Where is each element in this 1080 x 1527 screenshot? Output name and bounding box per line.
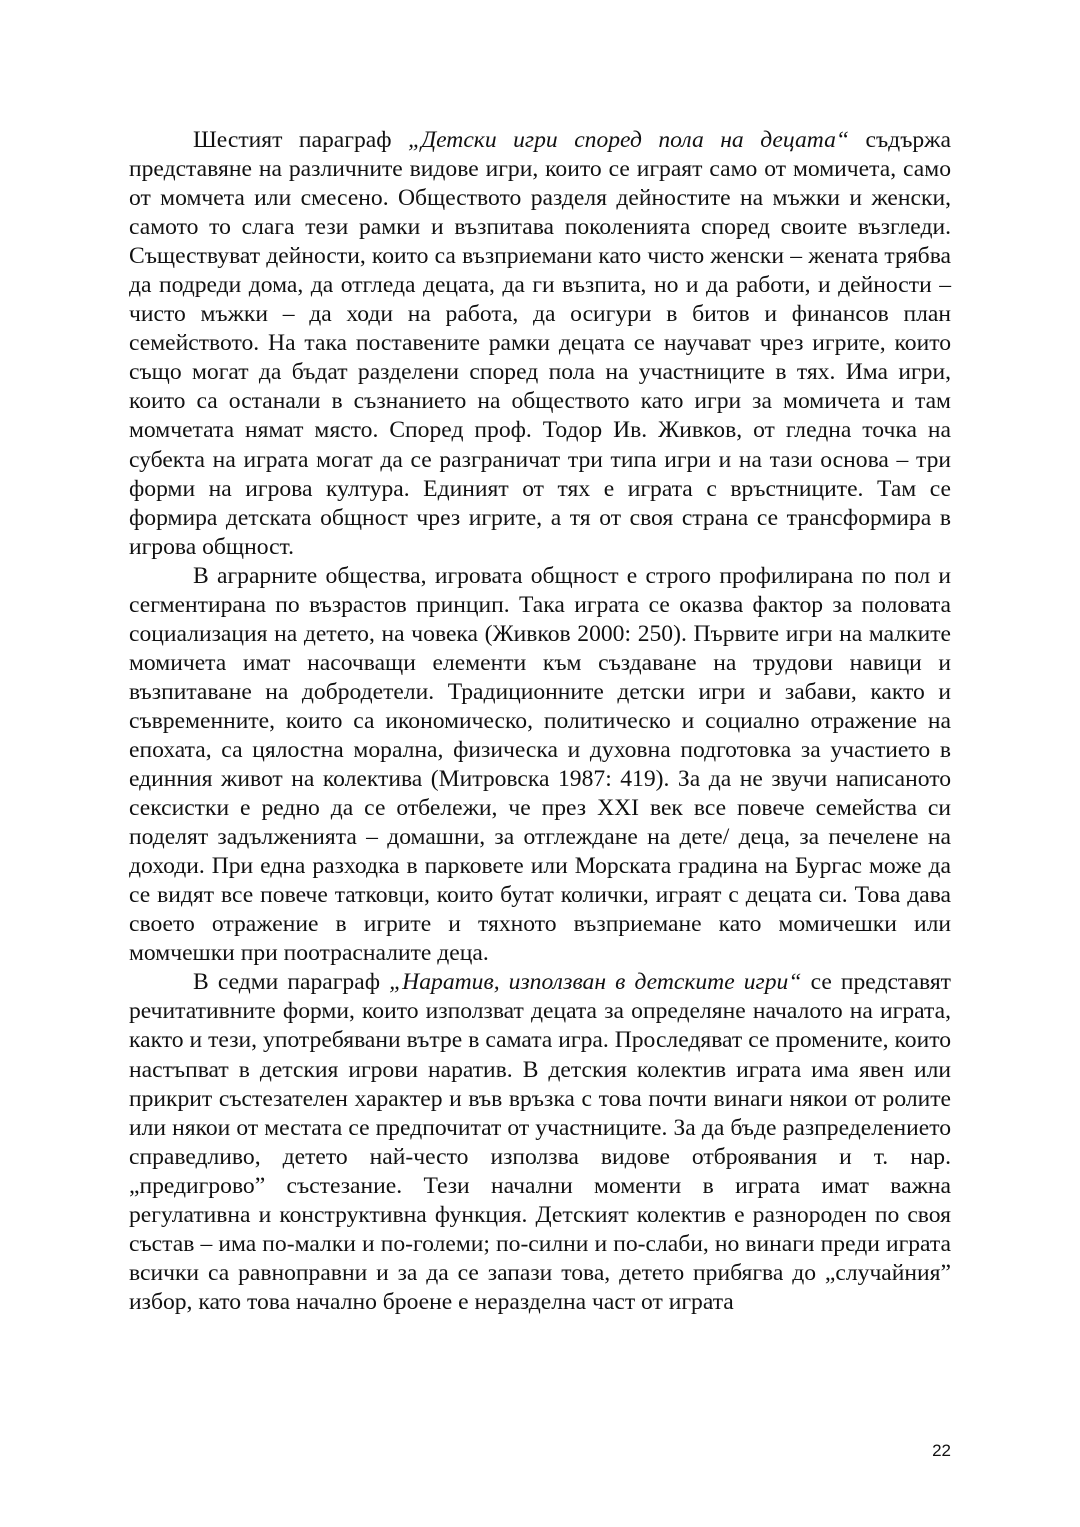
paragraph-intro: Шестият параграф bbox=[193, 127, 408, 153]
paragraph-intro: В седми параграф bbox=[193, 969, 390, 996]
paragraph-text: се представят речитативните форми, които използват децата за определяне началото на играта, както и тези, употребявани вътре в самата игра. Проследяват се промените, които настъпват в детския игрови наратив. В детския колектив играта има явен или прикрит състезателен характер и във връзка с това почти винаги някои от ролите или някои от местата се предпочитат от участниците. За да бъде разпределението справедливо, детето най-често използва видове отброявания и т. нар. „предигрово” състезание. Тези начални моменти в играта имат важна регулативна и конструктивна функция. Детският колектив е разнороден по своя състав – има по-малки и по-големи; по-силни и по-слаби, но винаги преди играта всички са равноправни и за да се запази това, детето прибягва до „случайния” избор, като това начално броене е неразделна част от играта bbox=[129, 969, 951, 1315]
section-title-narrative-games: „Наратив, използван в детските игри“ bbox=[389, 969, 802, 996]
page-number: 22 bbox=[932, 1441, 951, 1460]
paragraph-text: В аграрните общества, игровата общност е строго профилирана по пол и сегментирана по възрастов принцип. Така играта се оказва фактор за половата социализация на детето, на човека (Живков 2000: 250). Първите игри на малките момичета имат насочващи елементи към създаване на трудови навици и възпитаване на добродетели. Традиционните детски игри и забави, както и съвременните, които са икономическо, политическо и социално отражение на епохата, са цялостна морална, физическа и духовна подготовка за участието в единния живот на колектива (Митровска 1987: 419). За да не звучи написаното сексистки е редно да се отбележи, че през XXI век все повече семейства си поделят задълженията – домашни, за отглеждане на дете/ деца, за печелене на доходи. При една разходка в парковете или Морската градина на Бургас може да се видят все повече татковци, които бутат колички, играят с децата си. Това дава своето отражение в игрите и тяхното възприемане като момичешки или момчешки при поотрасналите деца. bbox=[129, 562, 951, 967]
paragraph-agrarian-societies bbox=[129, 562, 951, 969]
section-title-gender-games: „Детски игри според пола на децата“ bbox=[408, 127, 850, 153]
document-body bbox=[129, 126, 951, 1317]
paragraph-text: съдържа представяне на различните видове игри, които се играят само от момичета, само от момчета или смесено. Обществото разделя дейностите на мъжки и женски, самото то слага тези рамки и възпитава поколенията според своите възгледи. Съществуват дейности, които са възприемани като чисто женски – жената трябва да подреди дома, да отгледа децата, да ги възпита, но и да работи, и дейности – чисто мъжки – да ходи на работа, да осигури в битов и финансов план семейството. На така поставените рамки децата се научават чрез игрите, които също могат да бъдат разделени според пола на участниците в тях. Има игри, които са останали в съзнанието на обществото като игри за момичета и там момчетата нямат място. Според проф. Тодор Ив. Живков, от гледна точка на субекта на играта могат да се разграничат три типа игри и на тази основа – три форми на игрова култура. Единият от тях е играта с връстниците. Там се формира детската общност чрез игрите, а тя от своя страна се трансформира в игрова общност. bbox=[129, 127, 951, 560]
paragraph-narrative-games bbox=[129, 968, 951, 1317]
paragraph-gender-games bbox=[129, 126, 951, 562]
